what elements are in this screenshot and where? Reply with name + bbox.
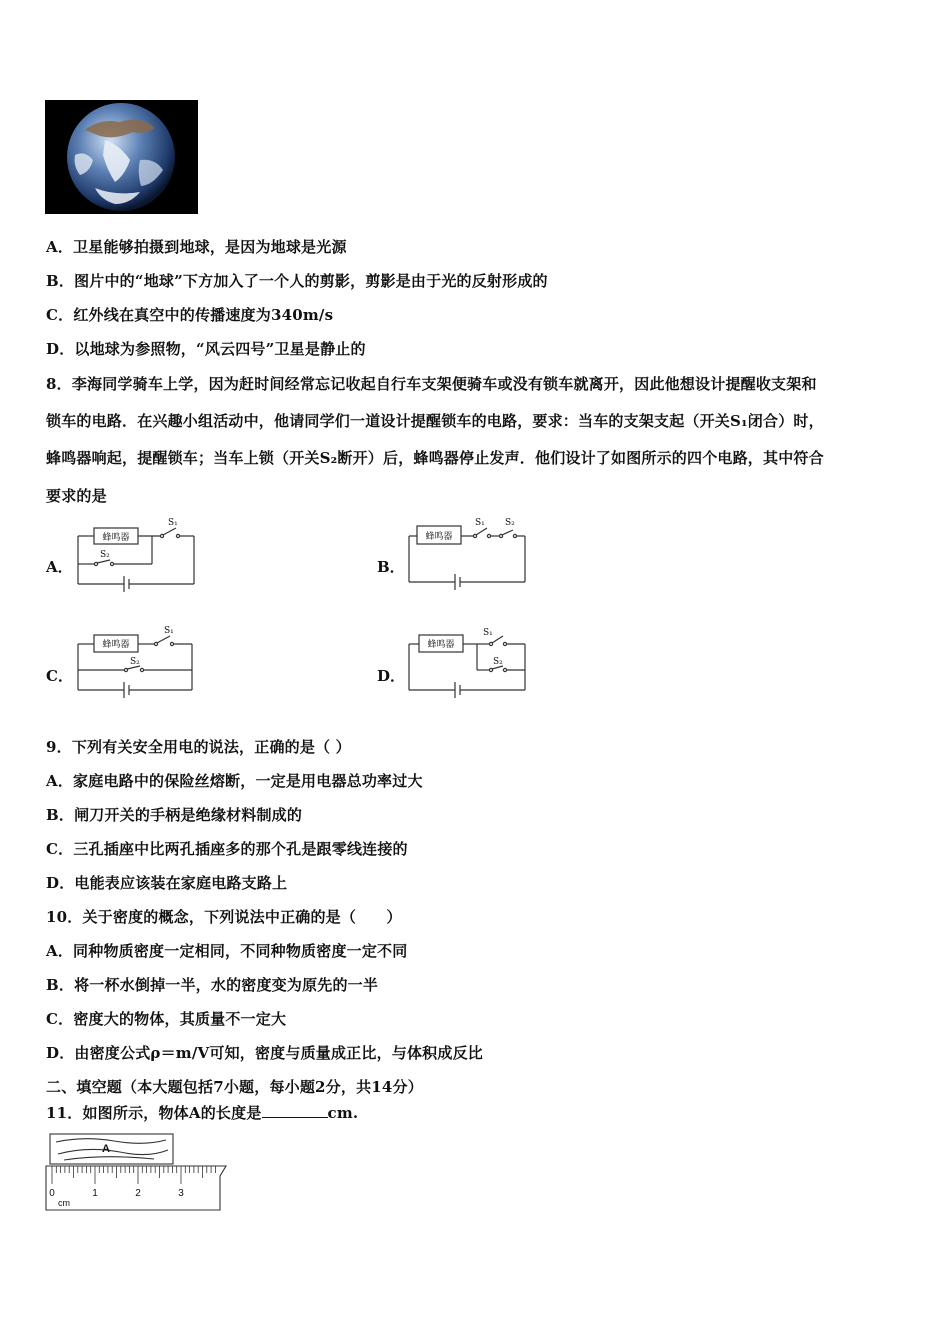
circuit-b — [403, 516, 533, 592]
circuit-c-s1: S₁ — [164, 626, 174, 636]
object-a-label: A — [102, 1143, 110, 1155]
ruler-unit: cm — [58, 1198, 70, 1208]
q8-stem-line-2: 锁车的电路．在兴趣小组活动中，他请同学们一道设计提醒锁车的电路，要求：当车的支架支起（开关S₁闭合）时， — [46, 412, 824, 430]
q8-stem-line-1: 8．李海同学骑车上学，因为赶时间经常忘记收起自行车支架便骑车或没有锁车就离开，因此他想设计提醒收支架和 — [46, 375, 817, 393]
q10-stem: 10．关于密度的概念，下列说法中正确的是（ ） — [46, 908, 402, 926]
circuit-b-s1: S₁ — [475, 518, 485, 528]
q7-option-b: B．图片中的“地球”下方加入了一个人的剪影，剪影是由于光的反射形成的 — [46, 272, 548, 290]
q9-option-c: C．三孔插座中比两孔插座多的那个孔是跟零线连接的 — [46, 840, 408, 858]
q7-option-c: C．红外线在真空中的传播速度为340m/s — [46, 306, 334, 324]
q9-option-d: D．电能表应该装在家庭电路支路上 — [46, 874, 288, 892]
section-heading: 二、填空题（本大题包括7小题，每小题2分，共14分） — [46, 1078, 423, 1096]
q11-stem-before: 11．如图所示，物体A的长度是 — [46, 1104, 262, 1122]
q8-stem-line-4: 要求的是 — [46, 487, 107, 505]
q9-stem: 9．下列有关安全用电的说法，正确的是（ ） — [46, 738, 351, 756]
q8-stem-line-3: 蜂鸣器响起，提醒锁车；当车上锁（开关S₂断开）后，蜂鸣器停止发声．他们设计了如图所示的四个电路，其中符合 — [46, 449, 824, 467]
q7-option-d: D．以地球为参照物，“风云四号”卫星是静止的 — [46, 340, 366, 358]
circuit-d — [403, 624, 533, 700]
answer-blank[interactable] — [262, 1103, 328, 1118]
q10-option-d: D．由密度公式ρ＝m/V可知，密度与质量成正比，与体积成反比 — [46, 1044, 483, 1062]
ruler-tick-0: 0 — [49, 1188, 55, 1199]
circuit-c-buzzer-label: 蜂鸣器 — [102, 640, 130, 650]
q8-label-a: A． — [46, 558, 73, 576]
circuit-d-s1: S₁ — [483, 628, 493, 638]
q11-stem — [46, 1102, 358, 1123]
q10-option-c: C．密度大的物体，其质量不一定大 — [46, 1010, 287, 1028]
q8-label-b: B． — [377, 558, 405, 576]
q10-option-a: A．同种物质密度一定相同，不同种物质密度一定不同 — [46, 942, 408, 960]
circuit-a-buzzer-label: 蜂鸣器 — [102, 533, 130, 543]
circuit-b-buzzer-label: 蜂鸣器 — [425, 532, 453, 542]
ruler-tick-1: 1 — [92, 1188, 98, 1199]
circuit-b-s2: S₂ — [505, 518, 515, 528]
earth-photo — [45, 100, 198, 214]
circuit-a-s2: S₂ — [100, 550, 110, 560]
circuit-c-s2: S₂ — [130, 657, 140, 667]
ruler-tick-2: 2 — [135, 1188, 141, 1199]
q8-label-d: D． — [377, 667, 406, 685]
ruler-figure — [44, 1132, 230, 1214]
ruler-tick-3: 3 — [178, 1188, 184, 1199]
circuit-a-s1: S₁ — [168, 518, 178, 528]
q11-stem-after: cm. — [327, 1104, 359, 1122]
q9-option-a: A．家庭电路中的保险丝熔断，一定是用电器总功率过大 — [46, 772, 423, 790]
circuit-d-buzzer-label: 蜂鸣器 — [427, 640, 455, 650]
q9-option-b: B．闸刀开关的手柄是绝缘材料制成的 — [46, 806, 303, 824]
q10-option-b: B．将一杯水倒掉一半，水的密度变为原先的一半 — [46, 976, 379, 994]
circuit-d-s2: S₂ — [493, 657, 503, 667]
q7-option-a: A．卫星能够拍摄到地球，是因为地球是光源 — [46, 238, 347, 256]
circuit-c — [72, 624, 202, 700]
circuit-a — [72, 516, 202, 592]
q8-label-c: C． — [46, 667, 73, 685]
